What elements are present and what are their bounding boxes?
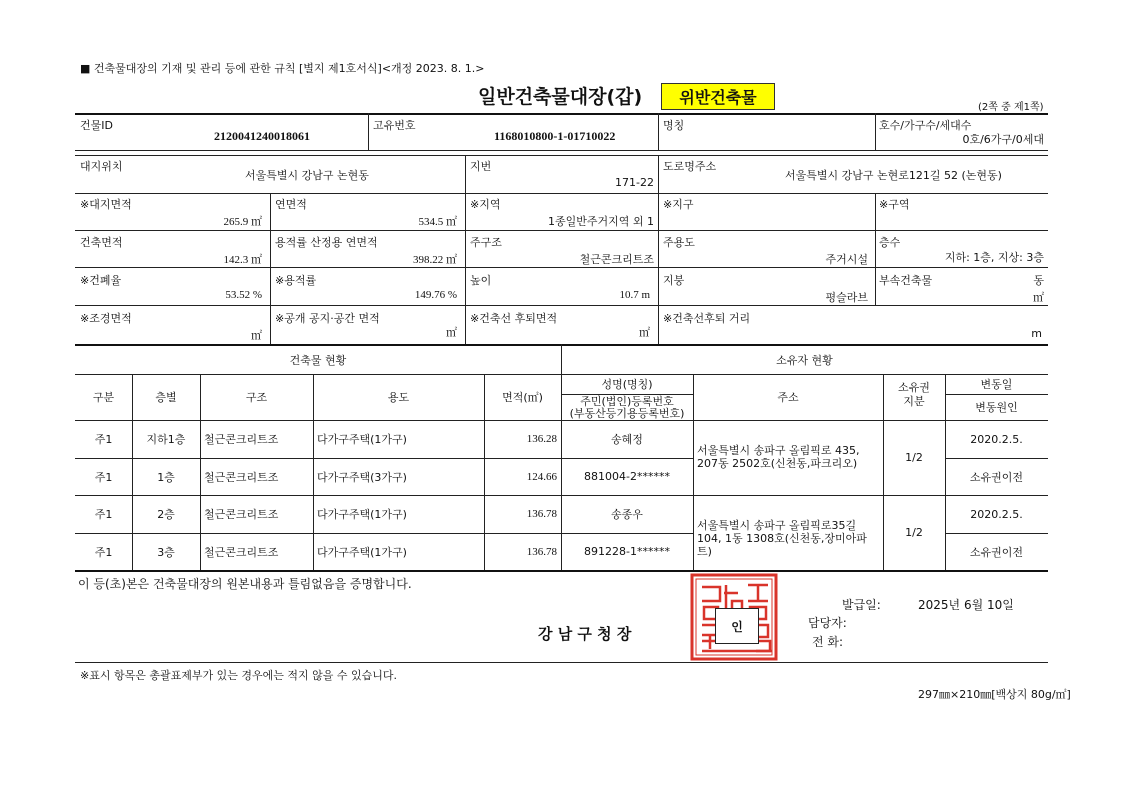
district-label: ※지구 [663,198,694,211]
owner-share: 1/2 [905,451,923,464]
floor-area: 136.78 [526,508,557,520]
units-label: 호수/가구수/세대수 [879,119,972,132]
far-label: ※용적률 [275,274,317,287]
setback-area-label: ※건축선 후퇴면적 [470,312,558,325]
floor-division: 주1 [94,470,113,484]
roof-label: 지붕 [663,274,685,287]
issue-date: 2025년 6월 10일 [918,598,1014,612]
main-structure-label: 주구조 [470,236,502,249]
units-value: 0호/6가구/0세대 [962,133,1044,146]
owner-id: 881004-2****** [584,470,670,483]
setback-area-unit: ㎡ [639,326,650,339]
annex-label: 부속건축물 [879,274,933,287]
footnote: ※표시 항목은 총괄표제부가 있는 경우에는 적지 않을 수 있습니다. [80,669,397,682]
road-address: 서울특별시 강남구 논현로121길 52 (논현동) [785,169,1002,182]
certification-text: 이 등(초)본은 건축물대장의 원본내용과 틀림없음을 증명합니다. [78,577,412,591]
owner-change-date: 2020.2.5. [970,432,1023,446]
building-area-label: 건축면적 [80,236,123,249]
col-structure: 구조 [245,391,268,404]
floor-use: 다가구주택(1가구) [317,545,407,559]
owner-address: 서울특별시 송파구 올림픽로 435, 207동 2502호(신천동,파크리오) [697,444,860,470]
roof: 평슬라브 [825,291,868,304]
building-area: 142.3 ㎡ [223,254,262,266]
bcr: 53.52 % [225,289,262,301]
col-owner-id-sub: (부동산등기용등록번호) [569,406,685,420]
road-address-label: 도로명주소 [663,160,717,173]
floor-use: 다가구주택(3가구) [317,470,407,484]
main-structure: 철근콘크리트조 [579,253,654,266]
building-id: 2120041240018061 [214,129,310,143]
owner-change-reason: 소유권이전 [969,470,1024,484]
height: 10.7 m [619,289,650,301]
main-use-label: 주용도 [663,236,695,249]
total-floor-area: 534.5 ㎡ [418,216,457,228]
col-floor: 층별 [155,391,177,404]
col-share: 소유권 [898,381,930,394]
annex-unit-count: 동 [1033,274,1044,287]
far-floor-area: 398.22 ㎡ [413,254,457,266]
floor-structure: 철근콘크리트조 [204,545,279,559]
col-address: 주소 [777,391,799,404]
col-change-date: 변동일 [980,378,1013,391]
officer-label: 담당자: [808,616,847,630]
floors-label: 층수 [879,236,901,249]
floor-structure: 철근콘크리트조 [204,470,279,484]
unique-no: 1168010800-1-01710022 [494,129,616,143]
issuer-name: 강 남 구 청 장 [538,625,632,643]
floor-area: 136.78 [526,545,557,558]
col-change-reason: 변동원인 [975,401,1018,414]
site-area: 265.9 ㎡ [223,216,262,228]
floor-use: 다가구주택(1가구) [317,508,407,521]
document-title: 일반건축물대장(갑) [478,86,643,108]
floor-structure: 철근콘크리트조 [204,508,279,521]
setback-dist-unit: m [1031,327,1042,340]
floor-level: 지하1층 [146,433,186,446]
floor-division: 주1 [94,545,113,559]
site-area-label: ※대지면적 [80,198,132,211]
site-location: 서울특별시 강남구 논현동 [245,169,369,182]
name-label: 명칭 [663,119,685,132]
owner-change-date: 2020.2.5. [970,507,1023,521]
paper-size-note: 297㎜×210㎜[백상지 80g/㎡] [918,688,1071,701]
public-space-label: ※공개 공지·공간 면적 [275,312,380,325]
bcr-label: ※건폐율 [80,274,122,287]
col-owner-name: 성명(명칭) [601,378,653,391]
owner-address: 서울특별시 송파구 올림픽로35길 104, 1동 1308호(신천동,장미아파트) [697,519,867,558]
col-area: 면적(㎡) [502,391,543,404]
floor-use: 다가구주택(1가구) [317,433,407,446]
far-floor-area-label: 용적률 산정용 연면적 [275,236,378,249]
building-id-label: 건물ID [80,119,113,132]
col-use: 용도 [387,391,410,404]
total-floor-area-label: 연면적 [275,198,307,211]
owner-name: 송혜정 [611,433,643,446]
floor-area: 124.66 [526,470,557,483]
building-status-title: 건축물 현황 [289,354,347,367]
violation-badge: 위반건축물 [661,83,775,110]
main-use: 주거시설 [825,253,868,266]
lot-no-label: 지번 [470,160,492,173]
phone-label: 전 화: [812,635,844,649]
setback-dist-label: ※건축선후퇴 거리 [663,312,751,325]
zone-label: ※지역 [470,198,501,211]
owner-share: 1/2 [905,526,923,539]
landscape-unit: ㎡ [251,329,262,342]
owner-id: 891228-1****** [584,545,670,558]
col-division: 구분 [92,391,115,404]
floor-level: 1층 [157,470,175,484]
floor-area: 136.28 [526,433,557,445]
floor-division: 주1 [94,433,113,446]
issue-date-label: 발급일: [842,598,881,612]
height-label: 높이 [470,274,492,287]
floor-division: 주1 [94,508,113,521]
col-share-sub: 지분 [903,395,925,408]
annex-unit-area: ㎡ [1033,291,1044,304]
col-owner-id: 주민(법인)등록번호 [580,394,674,408]
site-location-label: 대지위치 [80,160,123,173]
zone: 1종일반주거지역 외 1 [548,215,654,228]
owner-change-reason: 소유권이전 [969,545,1024,559]
lot-no: 171-22 [615,176,654,189]
floor-structure: 철근콘크리트조 [204,433,279,446]
floor-level: 3층 [157,545,175,559]
stamp-mark: 인 [715,608,759,644]
owner-status-title: 소유자 현황 [776,354,833,367]
landscape-label: ※조경면적 [80,312,132,325]
area-label: ※구역 [879,198,910,211]
regulation-note: ■ 건축물대장의 기재 및 관리 등에 관한 규칙 [별지 제1호서식]<개정 2023. 8. 1.> [80,62,485,75]
floors-value: 지하: 1층, 지상: 3층 [944,251,1044,264]
public-space-unit: ㎡ [446,326,457,339]
page-info: (2쪽 중 제1쪽) [978,102,1044,113]
owner-name: 송종우 [611,508,643,521]
floor-level: 2층 [157,508,175,521]
unique-no-label: 고유번호 [373,119,416,132]
far: 149.76 % [414,289,457,301]
